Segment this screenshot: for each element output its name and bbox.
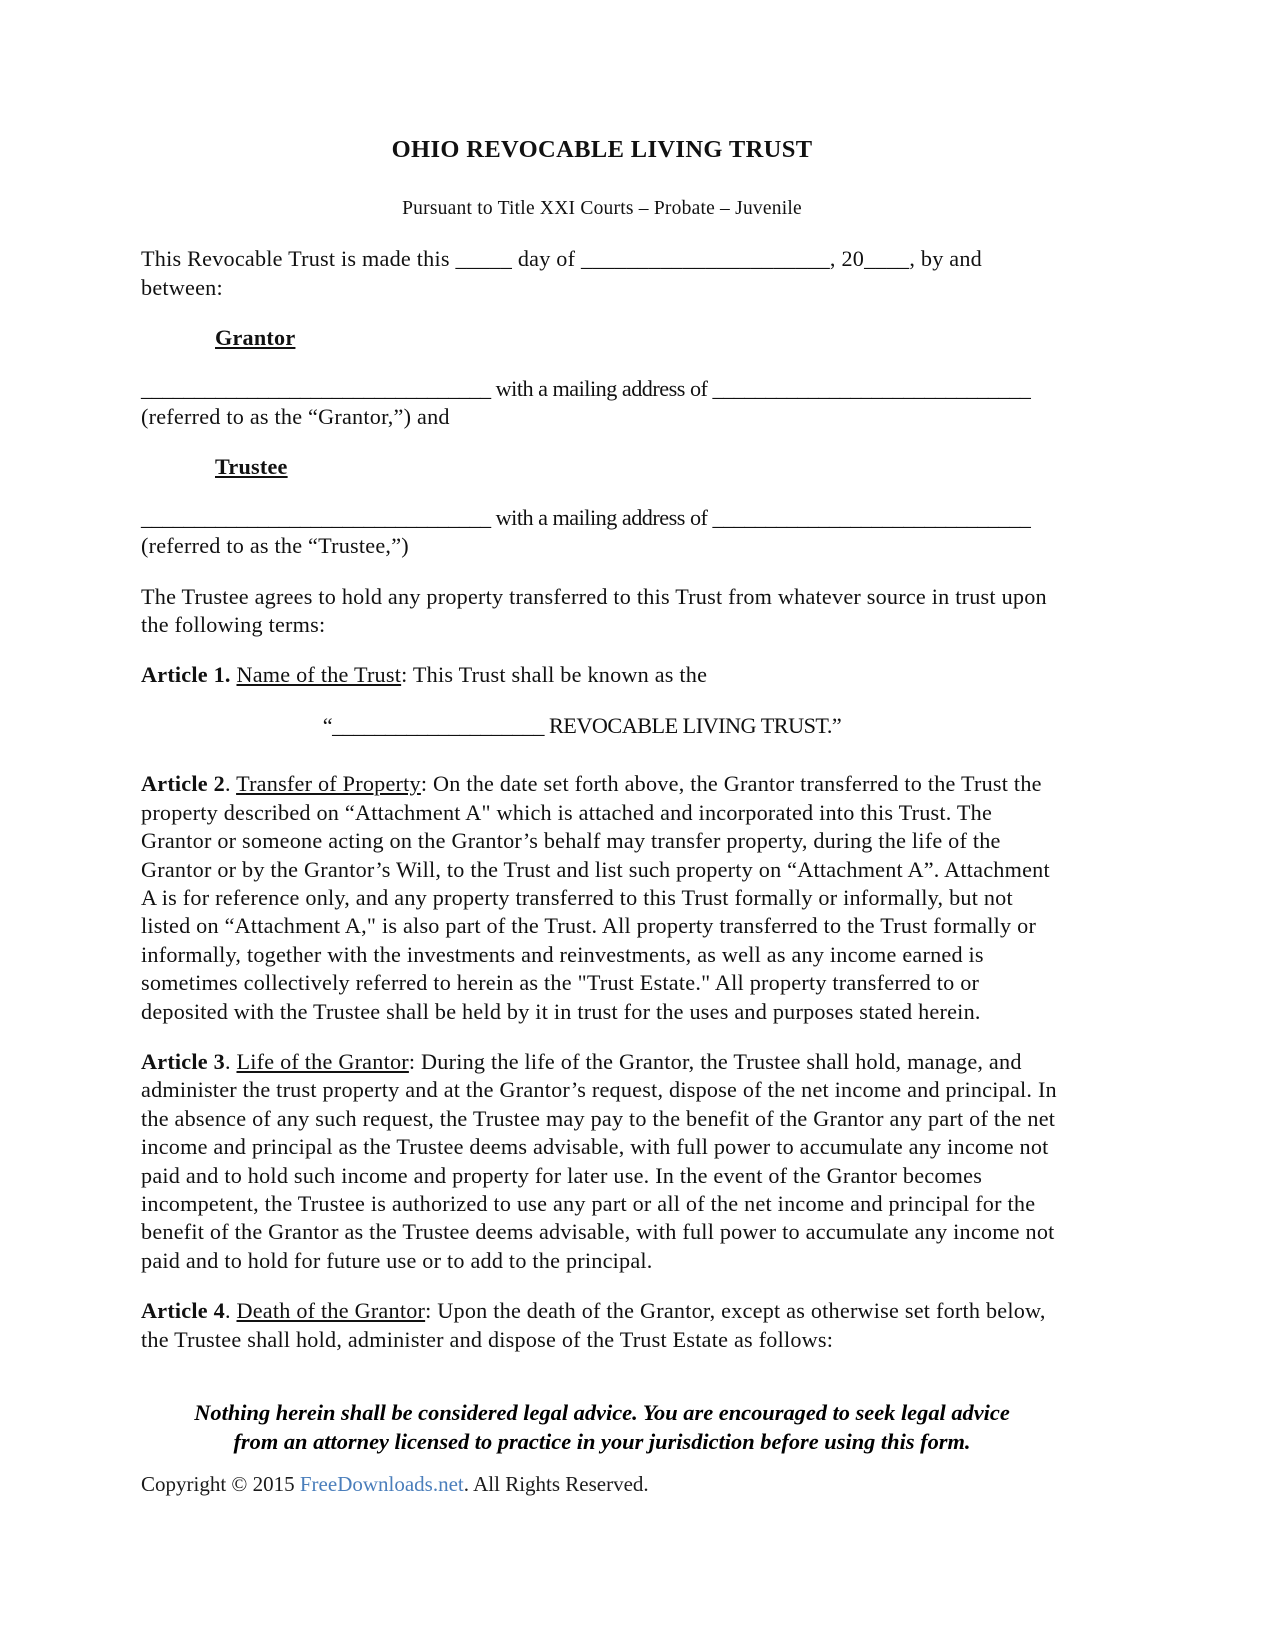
page-title: OHIO REVOCABLE LIVING TRUST (391, 136, 813, 163)
trustee-heading: Trustee (215, 454, 288, 480)
trustee-address-line[interactable]: _________________________________ with a mailing address of ______________________________ (141, 504, 1031, 530)
article-3-heading: Life of the Grantor (236, 1048, 409, 1074)
article-3-number: Article 3 (141, 1048, 225, 1074)
article-4-number: Article 4 (141, 1298, 225, 1324)
disclaimer-line-2: from an attorney licensed to practice in your jurisdiction before using this form. (233, 1428, 971, 1454)
subtitle-lead: Pursuant to (402, 198, 498, 220)
article-2-body: : On the date set forth above, the Grantor transferred to the Trust the property described on “Attachment A" which is attached and incorporated into this Trust. The Grantor or someone acting on the Grantor’s behalf may transfer property, during the life of the Grantor or by the Grantor’s Will, to the Trust and list such property on “Attachment A”. Attachment A is for reference only, and any property transferred to this Trust formally or informally, but not listed on “Attachment A," is also part of the Trust. All property transferred to the Trust formally or informally, together with the investments and reinvestments, as well as any income earned is sometimes collectively referred to herein as the "Trust Estate." All property transferred to or deposited with the Trustee shall be held by it in trust for the uses and purposes stated herein. (141, 771, 1050, 1024)
article-4-heading: Death of the Grantor (236, 1298, 426, 1324)
grantor-address-line[interactable]: _________________________________ with a mailing address of ______________________________ (141, 375, 1031, 401)
article-2: Article 2. Transfer of Property: On the date set forth above, the Grantor transferred to the Trust the property described on “Attachment A" which is attached and incorporated into this Trust. The Grantor or someone acting on the Grantor’s behalf may transfer property, during the life of the Grantor or by the Grantor’s Will, to the Trust and list such property on “Attachment A”. Attachment A is for reference only, and any property transferred to this Trust formally or informally, but not listed on “Attachment A," is also part of the Trust. All property transferred to the Trust formally or informally, together with the investments and reinvestments, as well as any income earned is sometimes collectively referred to herein as the "Trust Estate." All property transferred to or deposited with the Trustee shall be held by it in trust for the uses and purposes stated herein. (141, 771, 1050, 1024)
article-3-body: : During the life of the Grantor, the Trustee shall hold, manage, and administer the trust property and at the Grantor’s request, dispose of the net income and principal. In the absence of any such request, the Trustee may pay to the benefit of the Grantor any part of the net income and principal as the Trustee deems advisable, with full power to accumulate any income not paid and to hold such income and property for later use. In the event of the Grantor becomes incompetent, the Trustee is authorized to use any part or all of the net income and principal for the benefit of the Grantor as the Trustee deems advisable, with full power to accumulate any income not paid and to hold for future use or to add to the principal. (141, 1048, 1057, 1273)
trust-name-blank-line[interactable]: “____________________ REVOCABLE LIVING TRUST.” (322, 712, 842, 738)
article-1-body: : This Trust shall be known as the (401, 662, 708, 688)
grantor-heading: Grantor (215, 325, 296, 351)
article-1 (141, 661, 1063, 689)
document-body (141, 136, 1063, 1354)
article-3: Article 3. Life of the Grantor: During the life of the Grantor, the Trustee shall hold, manage, and administer the trust property and at the Grantor’s request, dispose of the net income and principal. In the absence of any such request, the Trustee may pay to the benefit of the Grantor any part of the net income and principal as the Trustee deems advisable, with full power to accumulate any income not paid and to hold such income and property for later use. In the event of the Grantor becomes incompetent, the Trustee is authorized to use any part or all of the net income and principal for the benefit of the Grantor as the Trustee deems advisable, with full power to accumulate any income not paid and to hold for future use or to add to the principal. (141, 1048, 1057, 1273)
freedownloads-link[interactable]: FreeDownloads.net (299, 1472, 464, 1496)
grantor-referred-as: (referred to as the “Grantor,”) and (141, 404, 450, 430)
article-1-heading: Name of the Trust (236, 662, 402, 688)
page-subtitle (141, 195, 1063, 223)
article-4-body: : Upon the death of the Grantor, except as otherwise set forth below, the Trustee shall hold, administer and dispose of the Trust Estate as follows: (141, 1298, 1046, 1352)
disclaimer-line-1: Nothing herein shall be considered legal advice. You are encouraged to seek legal advice (194, 1400, 1010, 1425)
article-2-number: Article 2 (141, 771, 225, 797)
copyright-suffix: . All Rights Reserved. (463, 1472, 649, 1496)
copyright-notice (141, 1471, 1063, 1497)
legal-disclaimer (141, 1399, 1063, 1456)
article-2-heading: Transfer of Property (236, 771, 421, 797)
article-1-number: Article 1. (141, 662, 231, 688)
copyright-prefix: Copyright © 2015 (141, 1472, 300, 1496)
trustee-referred-as: (referred to as the “Trustee,”) (141, 533, 409, 559)
subtitle-citation: Title XXI Courts – Probate – Juvenile (497, 198, 802, 220)
intro-paragraph: This Revocable Trust is made this _____ day of ______________________, 20____, by and between: (141, 246, 982, 300)
article-4: Article 4. Death of the Grantor: Upon the death of the Grantor, except as otherwise set forth below, the Trustee shall hold, administer and dispose of the Trust Estate as follows: (141, 1298, 1046, 1352)
agreement-paragraph: The Trustee agrees to hold any property transferred to this Trust from whatever source in trust upon the following terms: (141, 583, 1047, 638)
